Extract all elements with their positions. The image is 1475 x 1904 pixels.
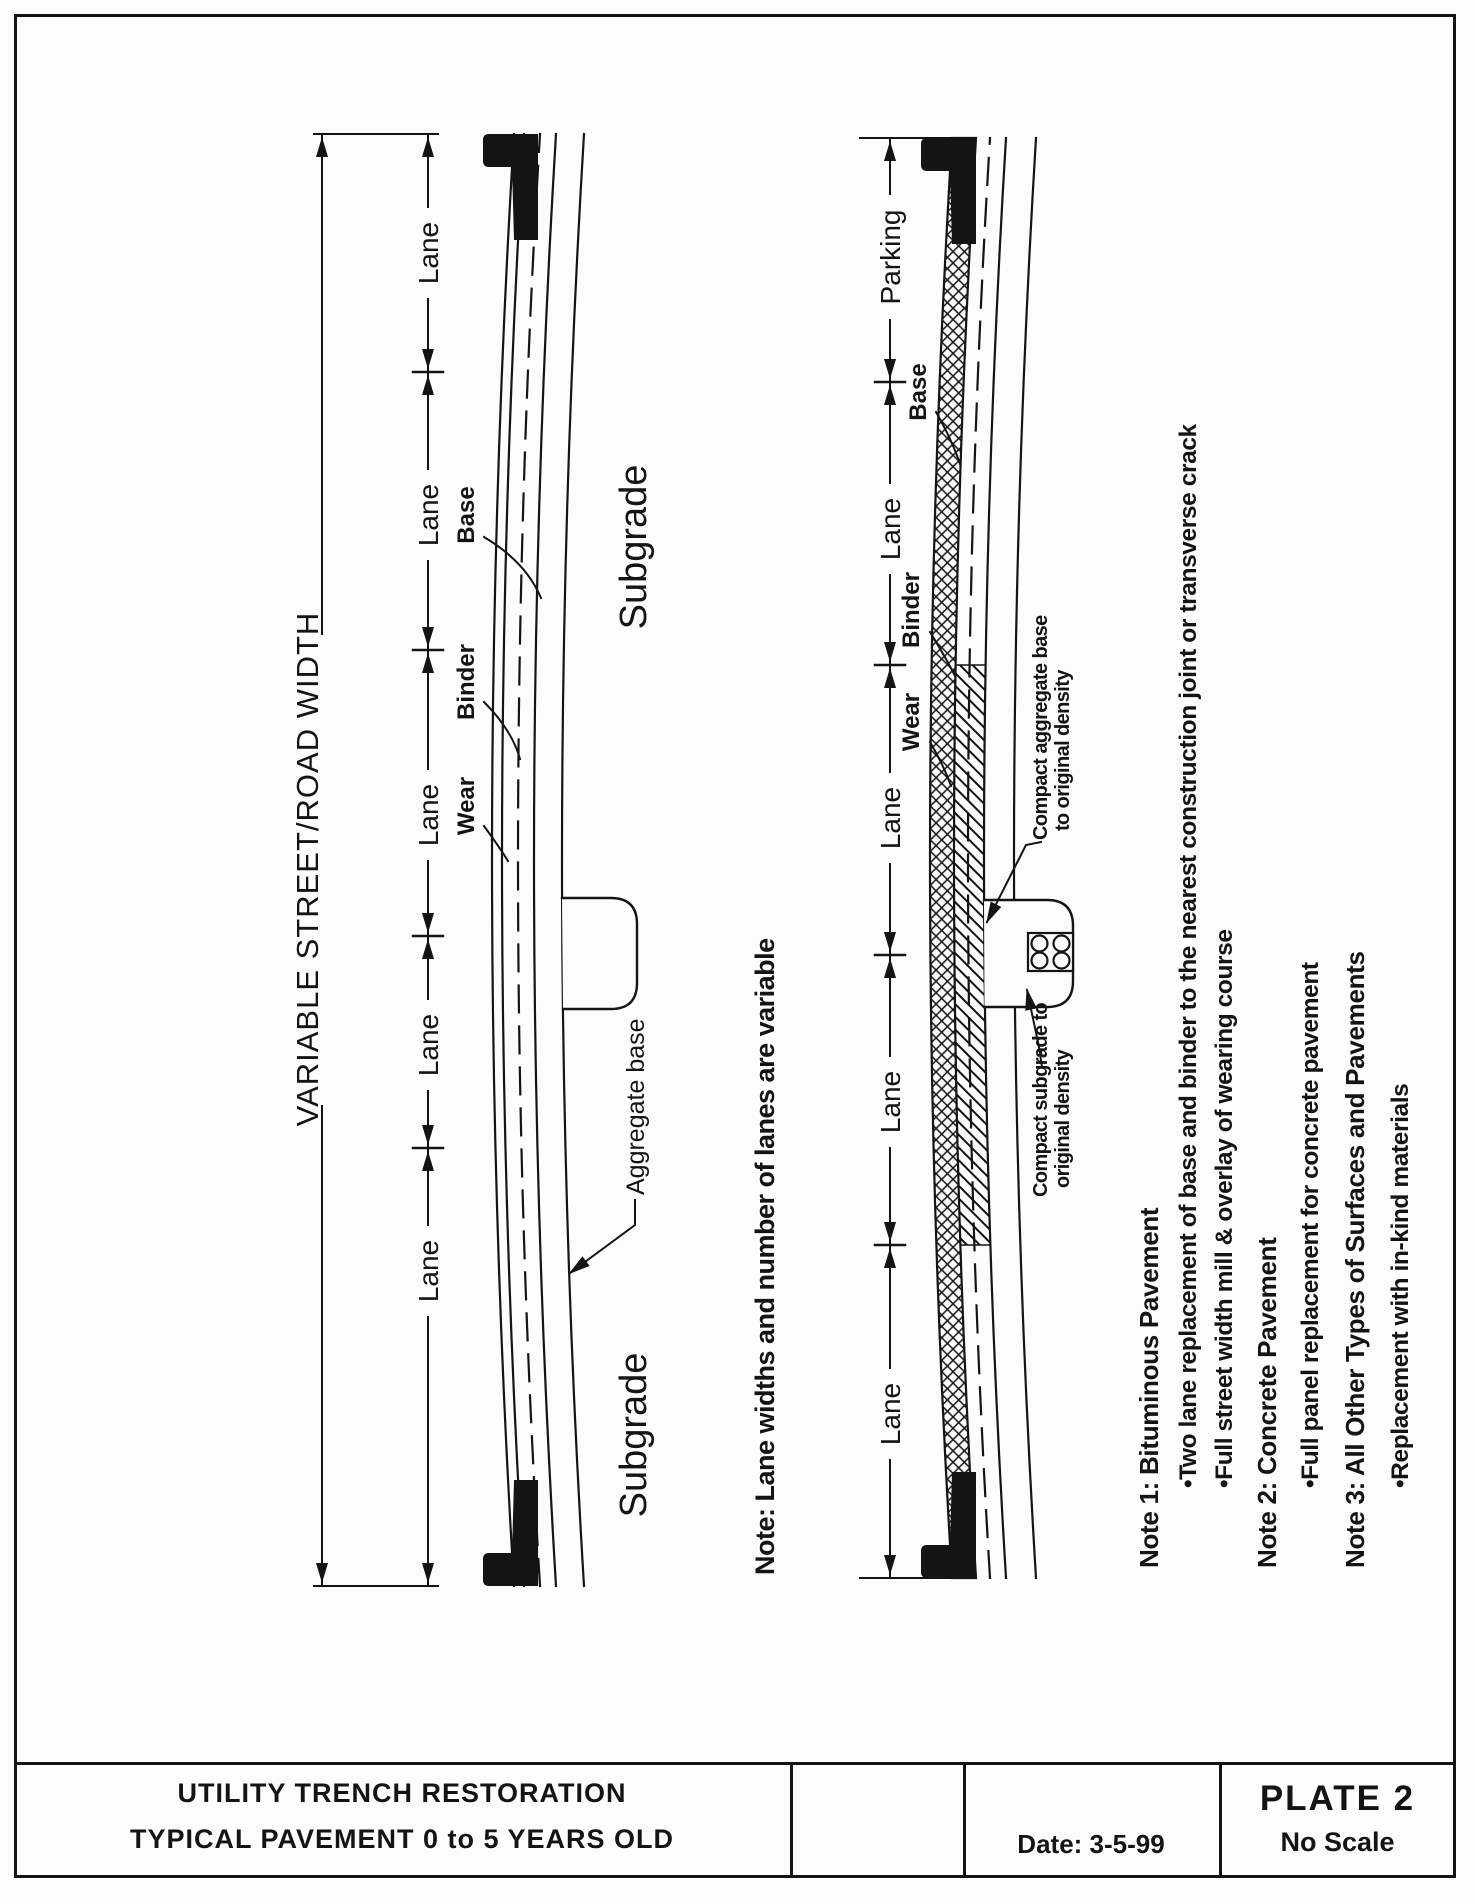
lane-label: Lane [875,1382,906,1446]
wear-label: Wear [453,776,480,836]
lane-label: Lane [875,1070,906,1134]
base-bottom-line-2 [984,138,1006,1578]
note1-bullet2: •Full street width mill & overlay of wearing course [1211,929,1238,1488]
lane-label: Lane [413,1239,444,1303]
compact-aggregate-label-2: to original density [1052,670,1074,831]
plate-cell [1219,1765,1456,1878]
drawing-rotated [14,14,1456,1762]
aggregate-bottom-line-2 [1014,138,1036,1578]
aggregate-bottom-line [562,134,584,1586]
lane-label: Lane [413,221,444,285]
wear-bottom-line [502,134,524,1586]
title-block [14,1762,1456,1878]
note2-bullet1: •Full panel replacement for concrete pavement [1297,962,1324,1488]
binder-label: Binder [453,643,480,721]
plate-number: PLATE 2 [1259,1779,1416,1818]
date-cell [963,1765,1219,1878]
base-label: Base [453,486,480,544]
compact-subgrade-label-2: original density [1052,1049,1074,1188]
sheet-date: Date: 3-5-99 [1017,1829,1165,1859]
wear-label-2: Wear [898,692,925,752]
duct-bank [1028,933,1073,971]
note1-bullet1: •Two lane replacement of base and binder to the nearest construction joint or transverse crack [1175,424,1202,1488]
lane-label: Lane [413,1013,444,1077]
binder-label-2: Binder [898,571,925,649]
base-leader [484,537,541,598]
lane-label: Lane [413,783,444,847]
utility-trench-outline [562,898,637,1009]
sheet-title-line1: UTILITY TRENCH RESTORATION [177,1778,627,1808]
section-typical-pavement [290,134,780,1586]
road-width-dim-label: VARIABLE STREET/ROAD WIDTH [290,611,325,1127]
lane-variability-note: Note: Lane widths and number of lanes are variable [750,938,780,1575]
subgrade-label-right: Subgrade [613,464,655,630]
note2-heading: Note 2: Concrete Pavement [1252,1237,1282,1568]
compact-subgrade-label-1: Compact subgrade to [1030,1002,1052,1197]
section-trench-restoration [860,138,1074,1578]
wear-leader [484,826,508,861]
general-notes [1134,423,1414,1568]
sheet-title-line2: TYPICAL PAVEMENT 0 to 5 YEARS OLD [129,1824,675,1854]
binder-base-dashed-line [518,134,540,1586]
note3-heading: Note 3: All Other Types of Surfaces and Pavements [1340,951,1370,1568]
lane-label: Lane [875,786,906,850]
base-label-2: Base [905,363,932,421]
parking-label: Parking [875,209,906,305]
lane-label: Lane [413,483,444,547]
note3-bullet1: •Replacement with in-kind materials [1387,1083,1414,1488]
scale-note: No Scale [1280,1827,1395,1857]
aggregate-base-leader [570,1200,635,1273]
pavement-layers-1 [492,134,584,1586]
subgrade-label-left: Subgrade [613,1352,655,1518]
base-bottom-line [534,134,556,1586]
title-cell [14,1765,790,1891]
compact-aggregate-label-1: Compact aggregate base [1030,615,1052,840]
title-block-divider [790,1765,793,1878]
lane-label: Lane [875,497,906,561]
aggregate-base-label: Aggregate base [622,1018,650,1195]
note1-heading: Note 1: Bituminous Pavement [1134,1207,1164,1568]
pavement-sections-drawing [14,14,1456,1762]
